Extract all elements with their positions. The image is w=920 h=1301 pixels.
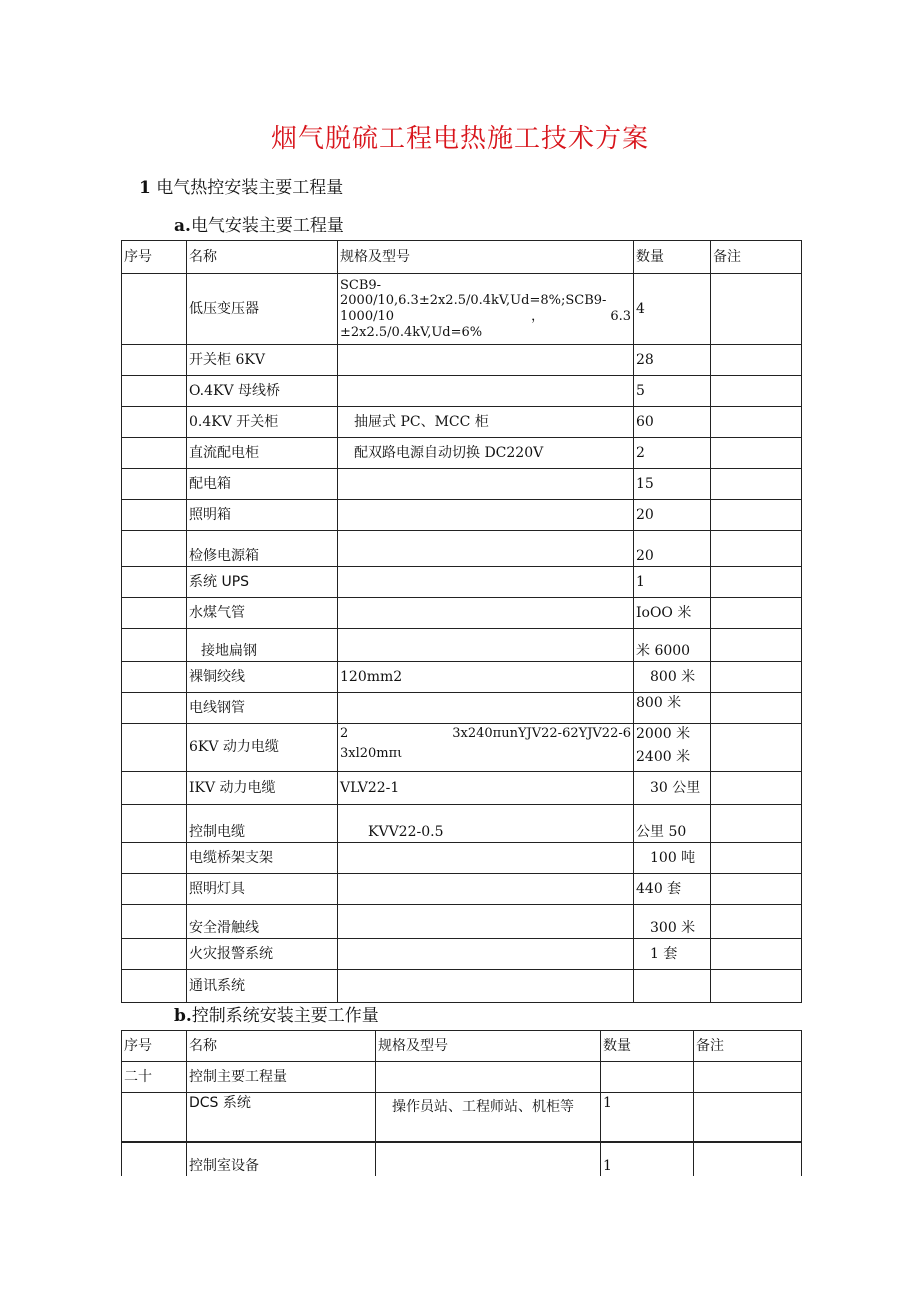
header-spec: 规格及型号 bbox=[376, 1031, 601, 1062]
cell-no bbox=[122, 629, 187, 662]
cell-spec bbox=[376, 1142, 601, 1176]
cell-qty: IoOO 米 bbox=[634, 598, 711, 629]
cell-note bbox=[711, 629, 802, 662]
cell-spec bbox=[338, 376, 634, 407]
cell-qty bbox=[601, 1062, 694, 1093]
subsection-heading-a bbox=[174, 211, 344, 236]
cell-name: 电缆桥架支架 bbox=[187, 843, 338, 874]
header-name: 名称 bbox=[187, 1031, 376, 1062]
cell-note bbox=[711, 438, 802, 469]
table-row bbox=[122, 1062, 802, 1093]
cell-name: O.4KV 母线桥 bbox=[187, 376, 338, 407]
cell-note bbox=[711, 970, 802, 1003]
table-row bbox=[122, 469, 802, 500]
cell-name: 控制室设备 bbox=[187, 1142, 376, 1176]
cell-no bbox=[122, 438, 187, 469]
cell-qty: 15 bbox=[634, 469, 711, 500]
section-number: 1 bbox=[139, 178, 151, 198]
cell-no bbox=[122, 939, 187, 970]
header-note: 备注 bbox=[711, 241, 802, 274]
cell-name: 控制主要工程量 bbox=[187, 1062, 376, 1093]
cell-note bbox=[694, 1142, 802, 1176]
cell-qty bbox=[634, 970, 711, 1003]
cell-no bbox=[122, 500, 187, 531]
cell-spec bbox=[338, 567, 634, 598]
cell-qty: 300 米 bbox=[634, 905, 711, 939]
cell-note bbox=[711, 531, 802, 567]
cell-note bbox=[711, 874, 802, 905]
cell-name: 水煤气管 bbox=[187, 598, 338, 629]
cell-qty: 440 套 bbox=[634, 874, 711, 905]
cell-qty: 4 bbox=[634, 274, 711, 345]
cell-qty: 20 bbox=[634, 500, 711, 531]
cell-name: 通讯系统 bbox=[187, 970, 338, 1003]
document-title: 烟气脱硫工程电热施工技术方案 bbox=[270, 124, 649, 154]
table-row bbox=[122, 274, 802, 345]
qty-part: 2400 米 bbox=[636, 748, 691, 765]
cell-spec bbox=[338, 629, 634, 662]
cell-qty: 2 bbox=[634, 438, 711, 469]
cell-note bbox=[711, 469, 802, 500]
cell-note bbox=[711, 567, 802, 598]
spec-part: 3xl20mπι bbox=[340, 745, 403, 761]
cell-qty: 800 米 bbox=[634, 662, 711, 693]
cell-no bbox=[122, 1142, 187, 1176]
cell-spec bbox=[338, 905, 634, 939]
table-row bbox=[122, 376, 802, 407]
cell-name: 开关柜 6KV bbox=[187, 345, 338, 376]
section-title: 电气热控安装主要工程量 bbox=[156, 178, 344, 198]
cell-note bbox=[711, 500, 802, 531]
subsection-title-b: 控制系统安装主要工作量 bbox=[191, 1006, 379, 1026]
cell-name: 检修电源箱 bbox=[187, 531, 338, 567]
cell-spec: 操作员站、工程师站、机柜等 bbox=[376, 1093, 601, 1142]
cell-qty: 1 bbox=[601, 1142, 694, 1176]
cell-no bbox=[122, 345, 187, 376]
cell-qty: 100 吨 bbox=[634, 843, 711, 874]
cell-name: 安全滑触线 bbox=[187, 905, 338, 939]
cell-no bbox=[122, 905, 187, 939]
cell-name: 照明灯具 bbox=[187, 874, 338, 905]
cell-no bbox=[122, 376, 187, 407]
spec-part: 2 bbox=[340, 726, 349, 741]
table-row bbox=[122, 724, 802, 772]
cell-qty: 1 bbox=[601, 1093, 694, 1142]
cell-no bbox=[122, 407, 187, 438]
subsection-title-a: 电气安装主要工程量 bbox=[190, 216, 344, 236]
table-row bbox=[122, 629, 802, 662]
cell-qty: 1 bbox=[634, 567, 711, 598]
table-row bbox=[122, 438, 802, 469]
cell-spec bbox=[338, 970, 634, 1003]
cell-no bbox=[122, 970, 187, 1003]
cell-note bbox=[711, 274, 802, 345]
cell-qty: 60 bbox=[634, 407, 711, 438]
cell-qty: 20 bbox=[634, 531, 711, 567]
cell-qty bbox=[634, 724, 711, 772]
cell-name: 配电箱 bbox=[187, 469, 338, 500]
cell-spec: VLV22-1 bbox=[338, 772, 634, 805]
cell-no bbox=[122, 693, 187, 724]
table-row bbox=[122, 693, 802, 724]
cell-note bbox=[711, 345, 802, 376]
table-row bbox=[122, 500, 802, 531]
cell-note bbox=[711, 772, 802, 805]
cell-no bbox=[122, 469, 187, 500]
table-row bbox=[122, 843, 802, 874]
table-row bbox=[122, 772, 802, 805]
cell-note bbox=[711, 905, 802, 939]
cell-spec: 配双路电源自动切换 DC220V bbox=[338, 438, 634, 469]
cell-note bbox=[711, 407, 802, 438]
cell-qty: 30 公里 bbox=[634, 772, 711, 805]
cell-qty: 28 bbox=[634, 345, 711, 376]
header-spec: 规格及型号 bbox=[338, 241, 634, 274]
header-qty: 数量 bbox=[634, 241, 711, 274]
cell-note bbox=[711, 693, 802, 724]
table-row bbox=[122, 1093, 802, 1142]
cell-note bbox=[711, 376, 802, 407]
cell-qty: 5 bbox=[634, 376, 711, 407]
cell-name: 0.4KV 开关柜 bbox=[187, 407, 338, 438]
cell-name: 6KV 动力电缆 bbox=[187, 724, 338, 772]
cell-note bbox=[711, 939, 802, 970]
header-no: 序号 bbox=[122, 241, 187, 274]
cell-name: 裸铜绞线 bbox=[187, 662, 338, 693]
cell-spec: SCB9-2000/10,6.3±2x2.5/0.4kV,Ud=8%;SCB9-1000/10 ， 6.3 ±2x2.5/0.4kV,Ud=6% bbox=[338, 274, 634, 345]
cell-note bbox=[711, 805, 802, 843]
cell-qty: 1 套 bbox=[634, 939, 711, 970]
cell-name: 照明箱 bbox=[187, 500, 338, 531]
cell-no bbox=[122, 1093, 187, 1142]
table-row bbox=[122, 805, 802, 843]
cell-note bbox=[711, 843, 802, 874]
subsection-label-a: a. bbox=[174, 216, 191, 236]
cell-spec bbox=[338, 531, 634, 567]
cell-note bbox=[694, 1062, 802, 1093]
cell-no bbox=[122, 874, 187, 905]
cell-name: 低压变压器 bbox=[187, 274, 338, 345]
cell-name: 系统 UPS bbox=[187, 567, 338, 598]
electrical-quantities-table bbox=[121, 240, 802, 1003]
header-name: 名称 bbox=[187, 241, 338, 274]
cell-no bbox=[122, 843, 187, 874]
subsection-label-b: b. bbox=[174, 1006, 192, 1026]
cell-spec bbox=[338, 598, 634, 629]
table-row bbox=[122, 407, 802, 438]
cell-spec bbox=[338, 500, 634, 531]
cell-note bbox=[711, 598, 802, 629]
cell-no bbox=[122, 567, 187, 598]
cell-spec bbox=[338, 693, 634, 724]
cell-no bbox=[122, 598, 187, 629]
table-row bbox=[122, 531, 802, 567]
cell-spec bbox=[338, 843, 634, 874]
table-row bbox=[122, 939, 802, 970]
cell-no bbox=[122, 531, 187, 567]
table-row bbox=[122, 345, 802, 376]
header-qty: 数量 bbox=[601, 1031, 694, 1062]
cell-qty: 米 6000 bbox=[634, 629, 711, 662]
cell-qty: 公里 50 bbox=[634, 805, 711, 843]
cell-spec bbox=[338, 874, 634, 905]
table-row bbox=[122, 567, 802, 598]
cell-no bbox=[122, 772, 187, 805]
cell-name: 直流配电柜 bbox=[187, 438, 338, 469]
cell-qty: 800 米 bbox=[634, 693, 711, 724]
table-row bbox=[122, 905, 802, 939]
cell-note bbox=[711, 724, 802, 772]
cell-spec bbox=[338, 345, 634, 376]
cell-spec bbox=[338, 724, 634, 772]
table-header-row bbox=[122, 1031, 802, 1062]
control-system-table bbox=[121, 1030, 802, 1176]
cell-name: 火灾报警系统 bbox=[187, 939, 338, 970]
cell-name: DCS 系统 bbox=[187, 1093, 376, 1142]
table-header-row bbox=[122, 241, 802, 274]
cell-name: IKV 动力电缆 bbox=[187, 772, 338, 805]
cell-spec bbox=[338, 469, 634, 500]
qty-part: 2000 米 bbox=[636, 726, 691, 742]
section-heading-1 bbox=[139, 173, 343, 198]
cell-no: 二十 bbox=[122, 1062, 187, 1093]
table-row bbox=[122, 1142, 802, 1176]
cell-name: 控制电缆 bbox=[187, 805, 338, 843]
header-no: 序号 bbox=[122, 1031, 187, 1062]
table-row bbox=[122, 598, 802, 629]
cell-spec bbox=[376, 1062, 601, 1093]
cell-no bbox=[122, 724, 187, 772]
cell-name: 接地扁钢 bbox=[187, 629, 338, 662]
cell-no bbox=[122, 662, 187, 693]
spec-part: 3x240πunYJV22-62YJV22-6 bbox=[452, 726, 631, 741]
cell-note bbox=[711, 662, 802, 693]
cell-name: 电线钢管 bbox=[187, 693, 338, 724]
table-row bbox=[122, 662, 802, 693]
cell-spec: 120mm2 bbox=[338, 662, 634, 693]
cell-spec: KVV22-0.5 bbox=[338, 805, 634, 843]
header-note: 备注 bbox=[694, 1031, 802, 1062]
subsection-heading-b bbox=[174, 1001, 379, 1026]
table-row bbox=[122, 970, 802, 1003]
cell-note bbox=[694, 1093, 802, 1142]
cell-no bbox=[122, 274, 187, 345]
cell-spec: 抽屉式 PC、MCC 柜 bbox=[338, 407, 634, 438]
cell-spec bbox=[338, 939, 634, 970]
cell-no bbox=[122, 805, 187, 843]
table-row bbox=[122, 874, 802, 905]
